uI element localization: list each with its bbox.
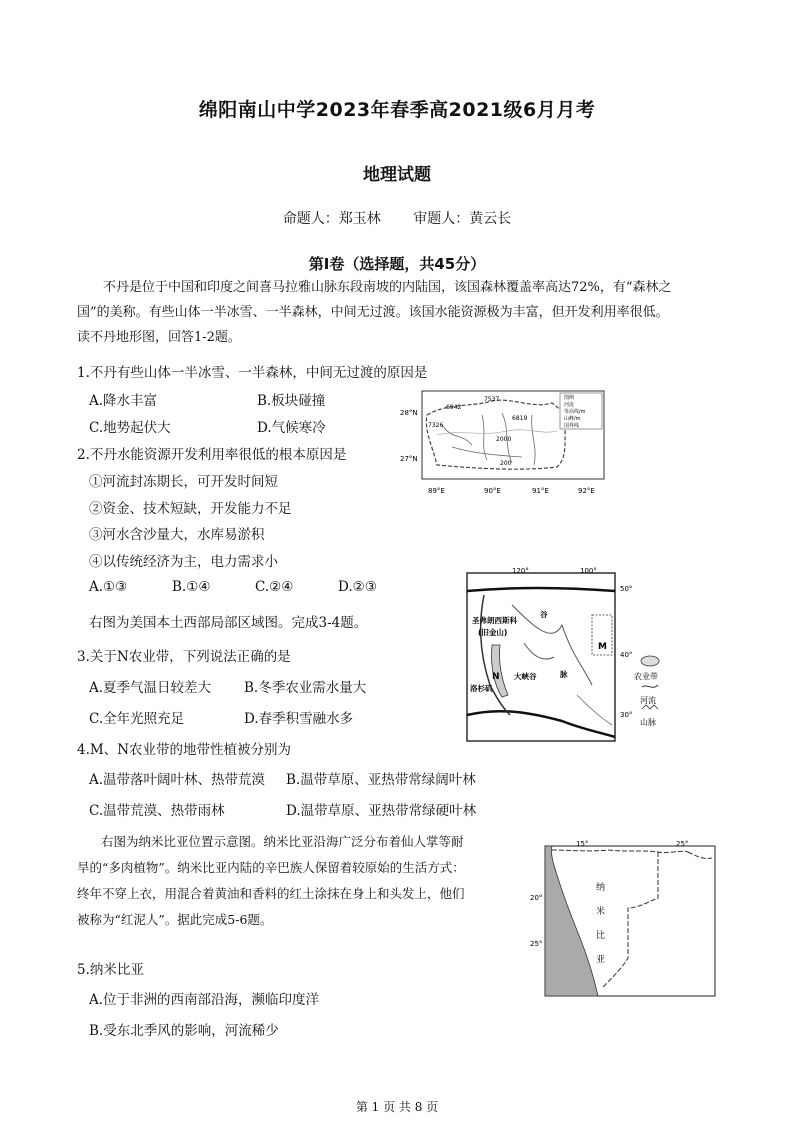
section-title: 第Ⅰ卷（选择题，共45分） (308, 255, 486, 273)
lon-label: 90°E (484, 487, 501, 495)
lon-label: 100° (580, 567, 597, 575)
passage-1-line: 国”的美称。有些山体一半冰雪、一半森林，中间无过渡。该国水能资源极为丰富，但开发利用率很低。 (77, 305, 669, 320)
q3-option-d[interactable]: D.春季积雪融水多 (244, 711, 354, 727)
authors-line (0, 208, 794, 228)
q4-option-c[interactable]: C.温带荒漠、热带雨林 (89, 803, 225, 819)
peak-label: 6819 (512, 415, 528, 422)
legend-item: 国界线 (564, 423, 580, 429)
q3-option-c[interactable]: C.全年光照充足 (89, 711, 185, 727)
city-label: 圣弗朗西斯科 (472, 616, 517, 625)
passage-3 (77, 829, 511, 933)
bhutan-map (392, 385, 610, 500)
belt-m-label: M (598, 642, 607, 652)
q1-option-d[interactable]: D.气候寒冷 (257, 420, 326, 436)
q2-item-3: ③河水含沙量大，水库易淤积 (89, 527, 265, 543)
peak-label: 7537 (484, 396, 500, 403)
exam-subtitle: 地理试题 (363, 165, 431, 185)
q2-item-4: ④以传统经济为主，电力需求小 (89, 554, 278, 570)
legend-title: 图例 (564, 395, 575, 401)
q2-stem: 2.不丹水能资源开发利用率很低的根本原因是 (77, 447, 347, 463)
q4-option-d[interactable]: D.温带草原、亚热带常绿硬叶林 (286, 803, 477, 819)
q2-option-d[interactable]: D.②③ (338, 579, 377, 595)
lat-label: 27°N (400, 455, 418, 463)
lat-label: 25° (530, 940, 543, 948)
legend-item: 山峰/m (564, 416, 581, 422)
page-footer: 第 1 页 共 8 页 (355, 1100, 439, 1114)
city-label: 洛杉矶 (470, 684, 493, 693)
country-label: 纳 (596, 883, 606, 893)
place-label: 大峡谷 (514, 672, 537, 681)
lon-label: 25° (676, 840, 689, 848)
q2-option-b[interactable]: B.①④ (172, 579, 211, 595)
legend-item: 山脉 (640, 718, 656, 727)
country-label: 米 (596, 907, 606, 917)
q3-option-b[interactable]: B.冬季农业需水量大 (244, 680, 367, 696)
contour-label: 2000 (496, 436, 512, 443)
country-label: 比 (596, 931, 606, 941)
place-label: 脉 (560, 670, 568, 679)
q2-item-2: ②资金、技术短缺，开发能力不足 (89, 501, 292, 517)
legend-item: 农业带 (634, 672, 658, 681)
country-label: 亚 (596, 955, 606, 965)
lat-label: 30° (620, 711, 633, 719)
lat-label: 40° (620, 651, 633, 659)
passage-3-line: 旱的“多肉植物”。纳米比亚内陆的辛巴族人保留着较原始的生活方式： (77, 860, 465, 875)
namibia-map (528, 838, 718, 1000)
lon-label: 92°E (578, 487, 595, 495)
q5-stem: 5.纳米比亚 (77, 962, 144, 978)
q2-option-c[interactable]: C.②④ (255, 579, 294, 595)
peak-label: 7326 (428, 422, 444, 429)
passage-3-line: 被称为“红泥人”。据此完成5-6题。 (77, 912, 273, 927)
belt-n-label: N (492, 672, 500, 682)
lat-label: 28°N (400, 409, 418, 417)
legend-item: 河流 (564, 402, 575, 408)
peak-label: 6942 (446, 404, 462, 411)
lon-label: 89°E (428, 487, 445, 495)
lon-label: 15° (576, 840, 589, 848)
legend-item: 河流 (640, 696, 656, 705)
legend-item: 等高线/m (564, 409, 586, 415)
lon-label: 120° (512, 567, 529, 575)
q2-option-a[interactable]: A.①③ (89, 579, 128, 595)
q4-stem: 4.M、N农业带的地带性植被分别为 (77, 742, 292, 758)
q4-option-b[interactable]: B.温带草原、亚热带常绿阔叶林 (286, 772, 476, 788)
place-label: 谷 (540, 610, 548, 619)
passage-2: 右图为美国本土西部局部区域图。完成3-4题。 (89, 615, 368, 631)
q1-option-c[interactable]: C.地势起伏大 (89, 420, 171, 436)
q1-option-a[interactable]: A.降水丰富 (89, 393, 158, 409)
q5-option-a[interactable]: A.位于非洲的西南部沿海，濒临印度洋 (89, 992, 320, 1008)
author: 命题人：郑玉林 (282, 211, 381, 227)
q2-item-1: ①河流封冻期长，可开发时间短 (89, 474, 278, 490)
lat-label: 50° (620, 585, 633, 593)
lat-label: 20° (530, 894, 543, 902)
passage-1 (77, 275, 721, 350)
us-west-map (462, 565, 702, 745)
q1-stem: 1.不丹有些山体一半冰雪、一半森林，中间无过渡的原因是 (77, 365, 428, 381)
contour-label: 200 (500, 460, 512, 467)
q3-stem: 3.关于N农业带，下列说法正确的是 (77, 649, 291, 665)
city-label: (旧金山) (478, 628, 508, 637)
q3-option-a[interactable]: A.夏季气温日较差大 (89, 680, 212, 696)
lon-label: 91°E (532, 487, 549, 495)
exam-title: 绵阳南山中学2023年春季高2021级6月月考 (198, 99, 596, 121)
q4-option-a[interactable]: A.温带落叶阔叶林、热带荒漠 (89, 772, 266, 788)
q1-option-b[interactable]: B.板块碰撞 (257, 393, 326, 409)
passage-3-line: 右图为纳米比亚位置示意图。纳米比亚沿海广泛分布着仙人掌等耐 (101, 834, 464, 849)
q5-option-b[interactable]: B.受东北季风的影响，河流稀少 (89, 1023, 279, 1039)
passage-1-line: 读不丹地形图，回答1-2题。 (77, 330, 241, 345)
passage-1-line: 不丹是位于中国和印度之间喜马拉雅山脉东段南坡的内陆国，该国森林覆盖率高达72%，有“森林之 (103, 280, 672, 295)
reviewer: 审题人：黄云长 (413, 211, 512, 227)
passage-3-line: 终年不穿上衣，用混合着黄油和香料的红土涂抹在身上和头发上，他们 (77, 886, 465, 901)
